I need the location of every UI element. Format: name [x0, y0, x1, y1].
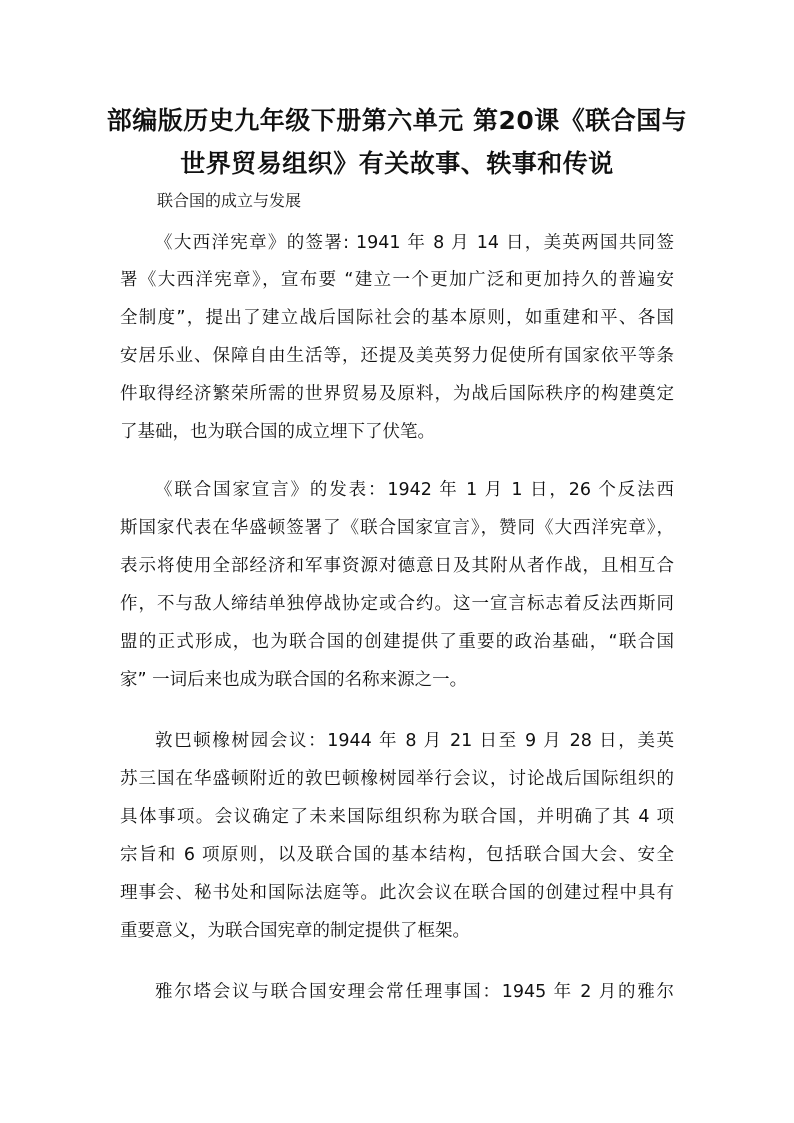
paragraph-3-line-4: 宗旨和 6 项原则，以及联合国的基本结构，包括联合国大会、安全	[120, 845, 674, 865]
document-title-line-2: 世界贸易组织》有关故事、轶事和传说	[180, 149, 614, 178]
paragraph-1-line-3: 全制度”，提出了建立战后国际社会的基本原则，如重建和平、各国	[120, 308, 674, 328]
paragraph-2-line-2: 斯国家代表在华盛顿签署了《联合国家宣言》，赞同《大西洋宪章》，	[120, 518, 674, 538]
paragraph-3-line-1: 敦巴顿橡树园会议：1944 年 8 月 21 日至 9 月 28 日，美英	[155, 731, 674, 751]
paragraph-2-line-3: 表示将使用全部经济和军事资源对德意日及其附从者作战，且相互合	[120, 556, 674, 576]
paragraph-1-line-6: 了基础，也为联合国的成立埋下了伏笔。	[120, 422, 435, 442]
paragraph-2-line-1: 《联合国家宣言》的发表：1942 年 1 月 1 日，26 个反法西	[155, 480, 674, 500]
document-title-line-1: 部编版历史九年级下册第六单元 第20课《联合国与	[106, 106, 688, 135]
section-subheading: 联合国的成立与发展	[157, 191, 302, 210]
paragraph-3-line-2: 苏三国在华盛顿附近的敦巴顿橡树园举行会议，讨论战后国际组织的	[120, 769, 674, 789]
paragraph-1-line-2: 署《大西洋宪章》，宣布要 “建立一个更加广泛和更加持久的普遍安	[120, 270, 674, 290]
paragraph-2-line-6: 家” 一词后来也成为联合国的名称来源之一。	[120, 670, 468, 690]
paragraph-3-line-3: 具体事项。会议确定了未来国际组织称为联合国，并明确了其 4 项	[120, 807, 674, 827]
paragraph-1-line-5: 件取得经济繁荣所需的世界贸易及原料，为战后国际秩序的构建奠定	[120, 384, 674, 404]
paragraph-3-line-6: 重要意义，为联合国宪章的制定提供了框架。	[120, 921, 470, 941]
paragraph-4-line-1: 雅尔塔会议与联合国安理会常任理事国：1945 年 2 月的雅尔	[155, 982, 674, 1002]
paragraph-3-line-5: 理事会、秘书处和国际法庭等。此次会议在联合国的创建过程中具有	[120, 883, 674, 903]
paragraph-2-line-4: 作，不与敌人缔结单独停战协定或合约。这一宣言标志着反法西斯同	[120, 594, 674, 614]
paragraph-1-line-4: 安居乐业、保障自由生活等，还提及美英努力促使所有国家依平等条	[120, 346, 674, 366]
paragraph-1-line-1: 《大西洋宪章》的签署: 1941 年 8 月 14 日，美英两国共同签	[155, 233, 674, 253]
paragraph-2-line-5: 盟的正式形成，也为联合国的创建提供了重要的政治基础，“联合国	[120, 632, 674, 652]
